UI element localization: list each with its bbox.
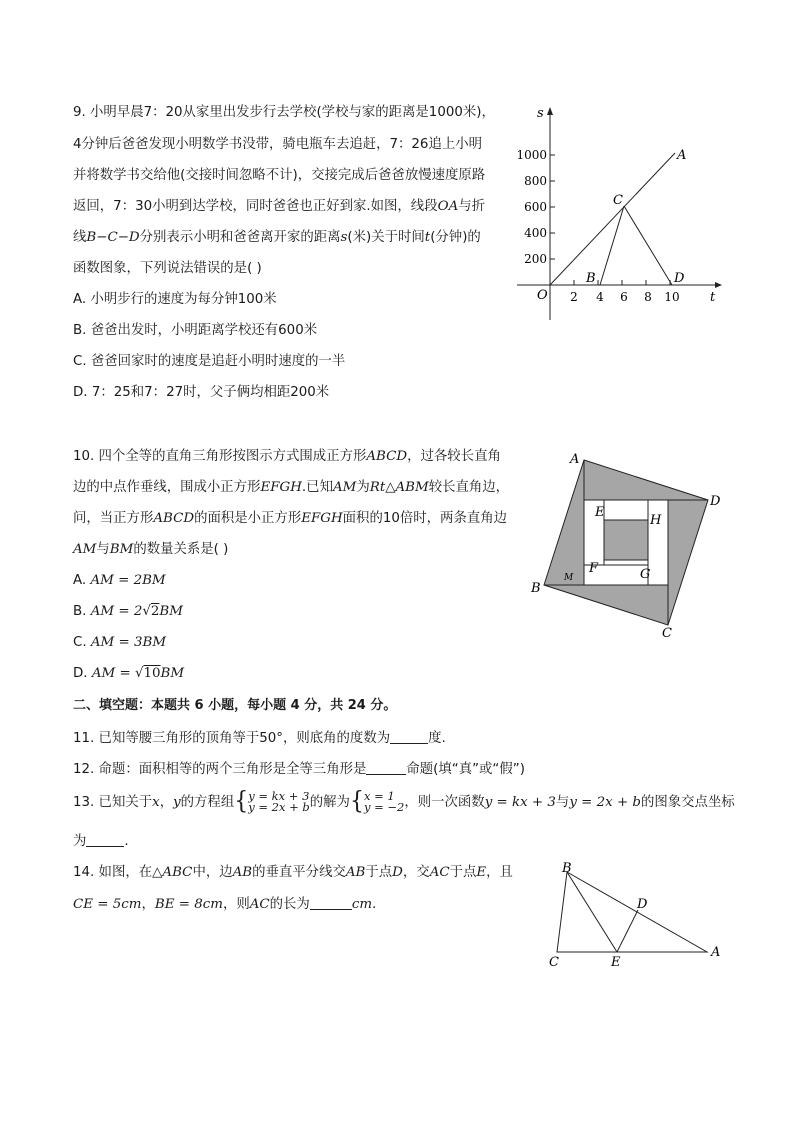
x-axis-label: t bbox=[710, 290, 716, 305]
q13-line2: 为 . bbox=[73, 834, 129, 849]
point-C-label: C bbox=[613, 193, 623, 208]
q9-line6: 函数图象，下列说法错误的是( ) bbox=[73, 261, 262, 276]
center-gray-square bbox=[604, 520, 648, 560]
x-tick-label: 8 bbox=[644, 290, 652, 304]
q9-option-a: A. 小明步行的速度为每分钟100米 bbox=[73, 292, 277, 307]
label-M: M bbox=[564, 573, 574, 583]
line-OA bbox=[550, 153, 675, 285]
q10-line3: 问，当正方形ABCD的面积是小正方形EFGH面积的10倍时，两条直角边 bbox=[73, 511, 508, 526]
y-tick-label: 1000 bbox=[516, 148, 547, 162]
x-tick-label: 2 bbox=[570, 290, 578, 304]
q14-line2: CE = 5cm，BE = 8cm，则AC的长为 cm. bbox=[73, 897, 377, 912]
q9-line4: 返回，7：30小明到达学校，同时爸爸也正好到家.如图，线段OA与折 bbox=[73, 199, 486, 214]
label-C: C bbox=[549, 955, 559, 970]
q10-option-b: B. AM = 2√2BM bbox=[73, 604, 183, 619]
triangle-ABC bbox=[557, 872, 707, 952]
label-E: E bbox=[595, 505, 605, 520]
label-D: D bbox=[710, 494, 721, 509]
q10-option-d: D. AM = √10BM bbox=[73, 666, 185, 681]
y-tick-label: 400 bbox=[524, 226, 547, 240]
system-1: y = kx + 3 y = 2x + b bbox=[248, 789, 310, 814]
q14-answer-blank[interactable] bbox=[310, 895, 352, 910]
y-axis-arrow bbox=[547, 107, 553, 115]
q13-line1: 13. 已知关于x，y的方程组{ y = kx + 3 y = 2x + b 的解为{ x = 1 y = −2 ，则一次函数y = kx + 3与y = 2x + b的图象交点坐标 bbox=[73, 787, 735, 816]
label-F: F bbox=[589, 561, 599, 576]
label-E: E bbox=[611, 955, 621, 970]
label-A: A bbox=[711, 945, 721, 960]
q9-option-b: B. 爸爸出发时，小明距离学校还有600米 bbox=[73, 323, 318, 338]
q12: 12. 命题：面积相等的两个三角形是全等三角形是 命题(填“真”或“假”) bbox=[73, 762, 525, 777]
y-tick-label: 600 bbox=[524, 200, 547, 214]
point-A-label: A bbox=[677, 148, 687, 163]
y-tick-label: 800 bbox=[524, 174, 547, 188]
label-B: B bbox=[562, 861, 572, 876]
label-D: D bbox=[637, 897, 648, 912]
q9-line5: 线B−C−D分别表示小明和爸爸离开家的距离s(米)关于时间t(分钟)的 bbox=[73, 230, 481, 245]
segment-DE bbox=[617, 910, 638, 952]
y-tick-label: 200 bbox=[524, 252, 547, 266]
point-B-label: B bbox=[586, 271, 596, 286]
label-A: A bbox=[570, 452, 580, 467]
x-tick-label: 10 bbox=[664, 290, 680, 304]
label-B: B bbox=[531, 581, 541, 596]
x-tick-label: 4 bbox=[596, 290, 604, 304]
q9-option-d: D. 7：25和7：27时，父子俩均相距200米 bbox=[73, 385, 330, 400]
q10-line2: 边的中点作垂线，围成小正方形EFGH.已知AM为Rt△ABM较长直角边， bbox=[73, 480, 510, 495]
label-G: G bbox=[640, 567, 651, 582]
q14-line1: 14. 如图，在△ABC中，边AB的垂直平分线交AB于点D，交AC于点E，且 bbox=[73, 865, 513, 880]
system-2: x = 1 y = −2 bbox=[363, 789, 405, 814]
q9-line2: 4分钟后爸爸发现小明数学书没带，骑电瓶车去追赶，7：26追上小明 bbox=[73, 137, 483, 152]
label-C: C bbox=[662, 626, 672, 641]
q9-option-c: C. 爸爸回家时的速度是追赶小明时速度的一半 bbox=[73, 354, 346, 369]
segment-BE bbox=[567, 872, 617, 952]
q10-line4: AM与BM的数量关系是( ) bbox=[73, 542, 229, 557]
q11: 11. 已知等腰三角形的顶角等于50°，则底角的度数为 度. bbox=[73, 731, 446, 746]
q11-answer-blank[interactable] bbox=[390, 729, 428, 744]
triangle-figure bbox=[545, 858, 730, 968]
section-2-title: 二、填空题：本题共 6 小题，每小题 4 分，共 24 分。 bbox=[73, 698, 397, 713]
label-H: H bbox=[650, 513, 662, 528]
square-figure bbox=[528, 445, 728, 645]
x-axis-arrow bbox=[715, 282, 722, 288]
distance-time-graph bbox=[505, 95, 745, 325]
y-ticks bbox=[516, 148, 555, 266]
q10-line1: 10. 四个全等的直角三角形按图示方式围成正方形ABCD，过各较长直角 bbox=[73, 449, 501, 464]
q9-line1: 9. 小明早晨7：20从家里出发步行去学校(学校与家的距离是1000米)， bbox=[73, 105, 495, 120]
q13-answer-blank[interactable] bbox=[86, 832, 124, 847]
line-BC bbox=[600, 206, 624, 285]
y-axis-label: s bbox=[537, 106, 544, 121]
q10-option-a: A. AM = 2BM bbox=[73, 573, 166, 588]
point-D-label: D bbox=[674, 271, 685, 286]
q12-answer-blank[interactable] bbox=[366, 760, 406, 775]
line-CD bbox=[624, 206, 672, 285]
origin-label: O bbox=[537, 288, 548, 303]
q9-line3: 并将数学书交给他(交接时间忽略不计)，交接完成后爸爸放慢速度原路 bbox=[73, 168, 486, 183]
q10-option-c: C. AM = 3BM bbox=[73, 635, 167, 650]
x-tick-label: 6 bbox=[620, 290, 628, 304]
